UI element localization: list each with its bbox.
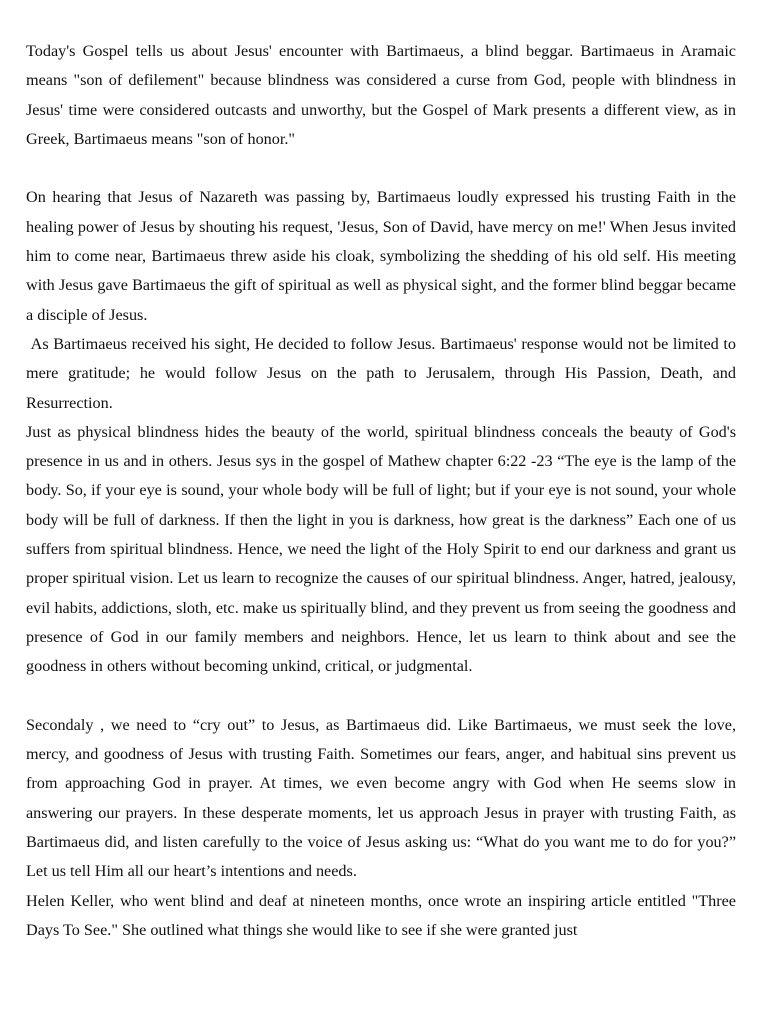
document-page (26, 37, 741, 945)
paragraph-intro: Today's Gospel tells us about Jesus' encounter with Bartimaeus, a blind beggar. Bartimaeus in Aramaic means "son of defilement" because blindness was considered a curse from God, people with blindness in Jesus' time were considered outcasts and unworthy, but the Gospel of Mark presents a different view, as in Greek, Bartimaeus means "son of honor." (26, 42, 736, 148)
paragraph-cry-out: Secondaly , we need to “cry out” to Jesus, as Bartimaeus did. Like Bartimaeus, we must seek the love, mercy, and goodness of Jesus with trusting Faith. Sometimes our fears, anger, and habitual sins prevent us from approaching God in prayer. At times, we even become angry with God when He seems slow in answering our prayers. In these desperate moments, let us approach Jesus in prayer with trusting Faith, as Bartimaeus did, and listen carefully to the voice of Jesus asking us: “What do you want me to do for you?” Let us tell Him all our heart’s intentions and needs. (26, 715, 736, 881)
paragraph-follow: As Bartimaeus received his sight, He decided to follow Jesus. Bartimaeus' response would not be limited to mere gratitude; he would follow Jesus on the path to Jerusalem, through His Passion, Death, and Resurrection. (26, 334, 741, 412)
paragraph-healing: On hearing that Jesus of Nazareth was passing by, Bartimaeus loudly expressed his trusting Faith in the healing power of Jesus by shouting his request, 'Jesus, Son of David, have mercy on me!' When Jesus invited him to come near, Bartimaeus threw aside his cloak, symbolizing the shedding of his old self. His meeting with Jesus gave Bartimaeus the gift of spiritual as well as physical sight, and the former blind beggar became a disciple of Jesus. (26, 188, 736, 324)
paragraph-helen-keller: Helen Keller, who went blind and deaf at nineteen months, once wrote an inspiring article entitled "Three Days To See." She outlined what things she would like to see if she were granted just (26, 891, 736, 939)
paragraph-spiritual-blindness: Just as physical blindness hides the beauty of the world, spiritual blindness conceals the beauty of God's presence in us and in others. Jesus sys in the gospel of Mathew chapter 6:22 -23 “The eye is the lamp of the body. So, if your eye is sound, your whole body will be full of light; but if your eye is not sound, your whole body will be full of darkness. If then the light in you is darkness, how great is the darkness” Each one of us suffers from spiritual blindness. Hence, we need the light of the Holy Spirit to end our darkness and grant us proper spiritual vision. Let us learn to recognize the causes of our spiritual blindness. Anger, hatred, jealousy, evil habits, addictions, sloth, etc. make us spiritually blind, and they prevent us from seeing the goodness and presence of God in our family members and neighbors. Hence, let us learn to think about and see the goodness in others without becoming unkind, critical, or judgmental. (26, 422, 736, 676)
